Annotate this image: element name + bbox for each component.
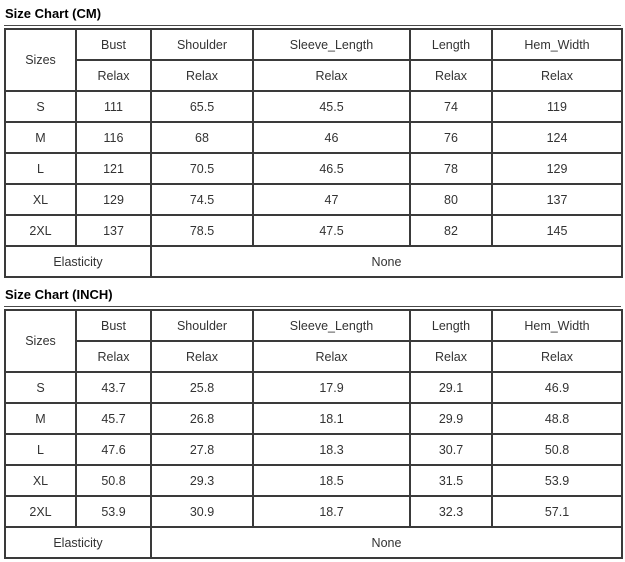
fit-cell: Relax bbox=[76, 341, 151, 372]
size-label-cell: M bbox=[5, 122, 76, 153]
value-cell: 68 bbox=[151, 122, 253, 153]
value-cell: 78 bbox=[410, 153, 492, 184]
value-cell: 47 bbox=[253, 184, 410, 215]
value-cell: 18.7 bbox=[253, 496, 410, 527]
size-chart-cm-section bbox=[4, 4, 621, 278]
value-cell: 74.5 bbox=[151, 184, 253, 215]
header-row-measures bbox=[5, 29, 622, 60]
size-label-cell: S bbox=[5, 91, 76, 122]
value-cell: 29.9 bbox=[410, 403, 492, 434]
size-label-cell: M bbox=[5, 403, 76, 434]
column-header-bust: Bust bbox=[76, 310, 151, 341]
table-row-s bbox=[5, 372, 622, 403]
size-label-cell: L bbox=[5, 434, 76, 465]
value-cell: 32.3 bbox=[410, 496, 492, 527]
header-row-measures bbox=[5, 310, 622, 341]
value-cell: 18.3 bbox=[253, 434, 410, 465]
value-cell: 18.5 bbox=[253, 465, 410, 496]
value-cell: 25.8 bbox=[151, 372, 253, 403]
column-header-sleeve-length: Sleeve_Length bbox=[253, 310, 410, 341]
sizes-corner-cell: Sizes bbox=[5, 310, 76, 372]
fit-cell: Relax bbox=[76, 60, 151, 91]
value-cell: 30.9 bbox=[151, 496, 253, 527]
column-header-length: Length bbox=[410, 29, 492, 60]
value-cell: 50.8 bbox=[76, 465, 151, 496]
value-cell: 30.7 bbox=[410, 434, 492, 465]
table-row-m bbox=[5, 122, 622, 153]
value-cell: 31.5 bbox=[410, 465, 492, 496]
size-label-cell: XL bbox=[5, 184, 76, 215]
size-chart-inch-section bbox=[4, 285, 621, 559]
fit-cell: Relax bbox=[492, 60, 622, 91]
size-chart-cm-table bbox=[4, 28, 623, 278]
fit-cell: Relax bbox=[492, 341, 622, 372]
value-cell: 45.7 bbox=[76, 403, 151, 434]
size-chart-cm-title: Size Chart (CM) bbox=[4, 4, 621, 26]
value-cell: 47.5 bbox=[253, 215, 410, 246]
elasticity-label-cell: Elasticity bbox=[5, 246, 151, 277]
value-cell: 65.5 bbox=[151, 91, 253, 122]
size-label-cell: 2XL bbox=[5, 496, 76, 527]
value-cell: 129 bbox=[492, 153, 622, 184]
value-cell: 17.9 bbox=[253, 372, 410, 403]
value-cell: 46.9 bbox=[492, 372, 622, 403]
value-cell: 45.5 bbox=[253, 91, 410, 122]
table-row-l bbox=[5, 153, 622, 184]
value-cell: 53.9 bbox=[76, 496, 151, 527]
value-cell: 29.1 bbox=[410, 372, 492, 403]
value-cell: 48.8 bbox=[492, 403, 622, 434]
elasticity-label-cell: Elasticity bbox=[5, 527, 151, 558]
value-cell: 82 bbox=[410, 215, 492, 246]
fit-cell: Relax bbox=[253, 341, 410, 372]
column-header-bust: Bust bbox=[76, 29, 151, 60]
size-label-cell: S bbox=[5, 372, 76, 403]
value-cell: 46.5 bbox=[253, 153, 410, 184]
table-row-2xl bbox=[5, 215, 622, 246]
sizes-corner-cell: Sizes bbox=[5, 29, 76, 91]
value-cell: 137 bbox=[76, 215, 151, 246]
column-header-length: Length bbox=[410, 310, 492, 341]
fit-cell: Relax bbox=[410, 341, 492, 372]
value-cell: 26.8 bbox=[151, 403, 253, 434]
size-label-cell: 2XL bbox=[5, 215, 76, 246]
value-cell: 116 bbox=[76, 122, 151, 153]
value-cell: 124 bbox=[492, 122, 622, 153]
value-cell: 129 bbox=[76, 184, 151, 215]
table-row-xl bbox=[5, 184, 622, 215]
column-header-shoulder: Shoulder bbox=[151, 29, 253, 60]
value-cell: 29.3 bbox=[151, 465, 253, 496]
fit-cell: Relax bbox=[410, 60, 492, 91]
fit-cell: Relax bbox=[253, 60, 410, 91]
elasticity-row bbox=[5, 246, 622, 277]
value-cell: 145 bbox=[492, 215, 622, 246]
value-cell: 43.7 bbox=[76, 372, 151, 403]
elasticity-row bbox=[5, 527, 622, 558]
value-cell: 27.8 bbox=[151, 434, 253, 465]
value-cell: 121 bbox=[76, 153, 151, 184]
size-chart-inch-table bbox=[4, 309, 623, 559]
value-cell: 137 bbox=[492, 184, 622, 215]
column-header-hem-width: Hem_Width bbox=[492, 29, 622, 60]
header-row-fit bbox=[5, 60, 622, 91]
size-label-cell: XL bbox=[5, 465, 76, 496]
value-cell: 76 bbox=[410, 122, 492, 153]
column-header-hem-width: Hem_Width bbox=[492, 310, 622, 341]
size-label-cell: L bbox=[5, 153, 76, 184]
fit-cell: Relax bbox=[151, 341, 253, 372]
size-chart-inch-title: Size Chart (INCH) bbox=[4, 285, 621, 307]
column-header-sleeve-length: Sleeve_Length bbox=[253, 29, 410, 60]
value-cell: 70.5 bbox=[151, 153, 253, 184]
value-cell: 18.1 bbox=[253, 403, 410, 434]
value-cell: 57.1 bbox=[492, 496, 622, 527]
value-cell: 119 bbox=[492, 91, 622, 122]
table-row-2xl bbox=[5, 496, 622, 527]
table-row-l bbox=[5, 434, 622, 465]
value-cell: 53.9 bbox=[492, 465, 622, 496]
value-cell: 47.6 bbox=[76, 434, 151, 465]
elasticity-value-cell: None bbox=[151, 246, 622, 277]
table-row-s bbox=[5, 91, 622, 122]
value-cell: 74 bbox=[410, 91, 492, 122]
table-row-xl bbox=[5, 465, 622, 496]
fit-cell: Relax bbox=[151, 60, 253, 91]
value-cell: 111 bbox=[76, 91, 151, 122]
value-cell: 78.5 bbox=[151, 215, 253, 246]
column-header-shoulder: Shoulder bbox=[151, 310, 253, 341]
table-row-m bbox=[5, 403, 622, 434]
elasticity-value-cell: None bbox=[151, 527, 622, 558]
value-cell: 80 bbox=[410, 184, 492, 215]
header-row-fit bbox=[5, 341, 622, 372]
value-cell: 46 bbox=[253, 122, 410, 153]
value-cell: 50.8 bbox=[492, 434, 622, 465]
